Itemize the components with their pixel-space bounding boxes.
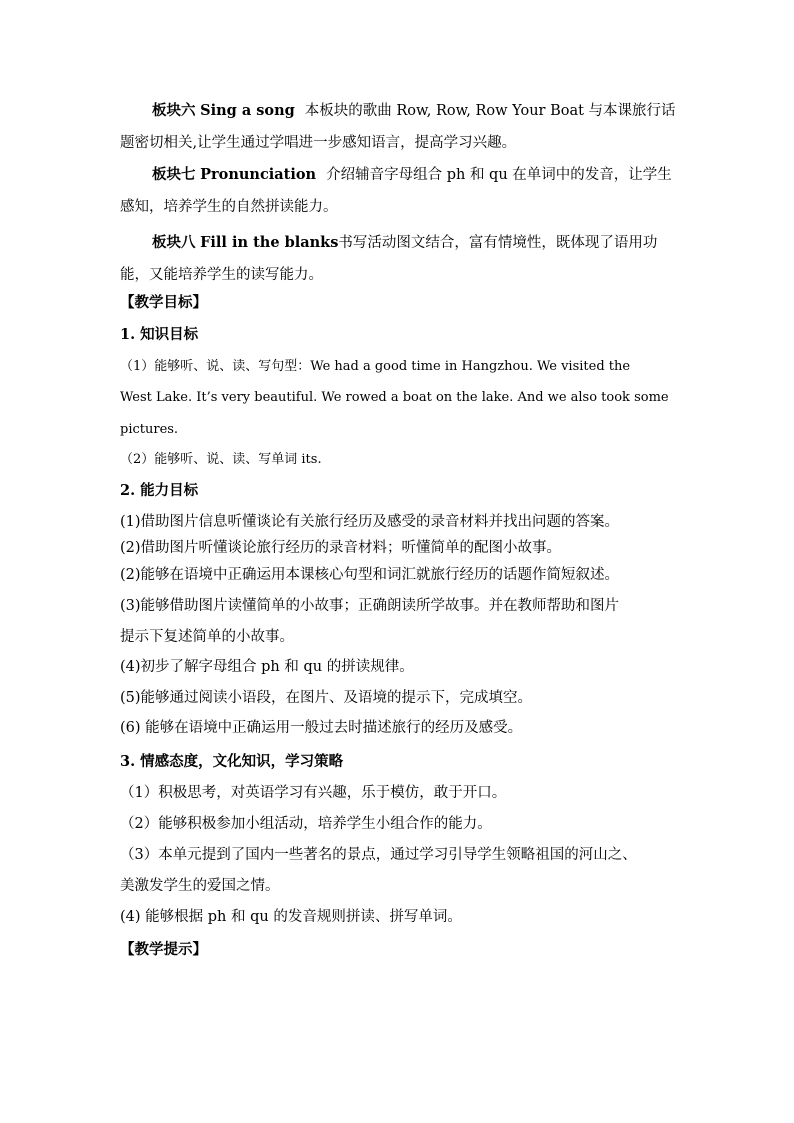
module-eight-title: Fill in the blanks <box>200 234 339 251</box>
attitude-item: （2）能够积极参加小组活动，培养学生小组合作的能力。 <box>120 816 492 832</box>
section-heading-tips: 【教学提示】 <box>120 941 207 958</box>
ability-item: (2)借助图片听懂谈论旅行经历的录音材料；听懂简单的配图小故事。 <box>120 540 562 556</box>
attitude-item: （1）积极思考，对英语学习有兴趣，乐于模仿，敢于开口。 <box>120 785 507 801</box>
module-seven-title: Pronunciation <box>200 166 317 183</box>
ability-item: (3)能够借助图片读懂简单的小故事；正确朗读所学故事。并在教师帮助和图片 <box>120 598 620 614</box>
section-heading-goals: 【教学目标】 <box>120 294 207 311</box>
module-eight-line-2: 能，又能培养学生的读写能力。 <box>120 267 323 283</box>
attitude-item: （3）本单元提到了国内一些著名的景点，通过学习引导学生领略祖国的河山之、 <box>120 847 637 863</box>
module-eight-line-1 <box>152 233 680 253</box>
module-eight-label: 板块八 <box>152 234 196 251</box>
module-six-line-2: 题密切相关,让学生通过学唱进一步感知语言，提高学习兴趣。 <box>120 135 517 151</box>
ability-item: (4)初步了解字母组合 ph 和 qu 的拼读规律。 <box>120 659 414 675</box>
ability-heading: 2. 能力目标 <box>120 482 199 499</box>
attitude-item: (4) 能够根据 ph 和 qu 的发音规则拼读、拼写单词。 <box>120 909 462 925</box>
knowledge-item-2: （2）能够听、说、读、写单词 its. <box>120 452 322 467</box>
knowledge-item-1-line-3: pictures. <box>120 422 179 437</box>
knowledge-item-1-line-1: （1）能够听、说、读、写句型：We had a good time in Hangzhou. We visited the <box>120 359 631 374</box>
ability-item: 提示下复述简单的小故事。 <box>120 629 294 645</box>
module-six-text: 本板块的歌曲 Row, Row, Row Your Boat 与本课旅行话 <box>304 103 676 119</box>
ability-item: (1)借助图片信息听懂谈论有关旅行经历及感受的录音材料并找出问题的答案。 <box>120 514 620 530</box>
knowledge-item-1-line-2: West Lake. It’s very beautiful. We rowed a boat on the lake. And we also took some <box>120 390 669 405</box>
module-eight-text: 书写活动图文结合，富有情境性，既体现了语用功 <box>338 235 658 251</box>
module-six-title: Sing a song <box>200 102 295 119</box>
knowledge-heading: 1. 知识目标 <box>120 326 199 343</box>
attitude-item: 美激发学生的爱国之情。 <box>120 878 280 894</box>
module-seven-line-1 <box>152 165 680 185</box>
module-seven-label: 板块七 <box>152 166 196 183</box>
attitude-heading: 3. 情感态度，文化知识，学习策略 <box>120 753 344 770</box>
ability-item: (6) 能够在语境中正确运用一般过去时描述旅行的经历及感受。 <box>120 720 523 736</box>
module-seven-text: 介绍辅音字母组合 ph 和 qu 在单词中的发音，让学生 <box>326 167 672 183</box>
module-six-line-1 <box>152 101 680 121</box>
ability-item: (2)能够在语境中正确运用本课核心句型和词汇就旅行经历的话题作简短叙述。 <box>120 567 620 583</box>
module-six-label: 板块六 <box>152 102 196 119</box>
module-seven-line-2: 感知，培养学生的自然拼读能力。 <box>120 199 338 215</box>
ability-item: (5)能够通过阅读小语段，在图片、及语境的提示下，完成填空。 <box>120 690 533 706</box>
